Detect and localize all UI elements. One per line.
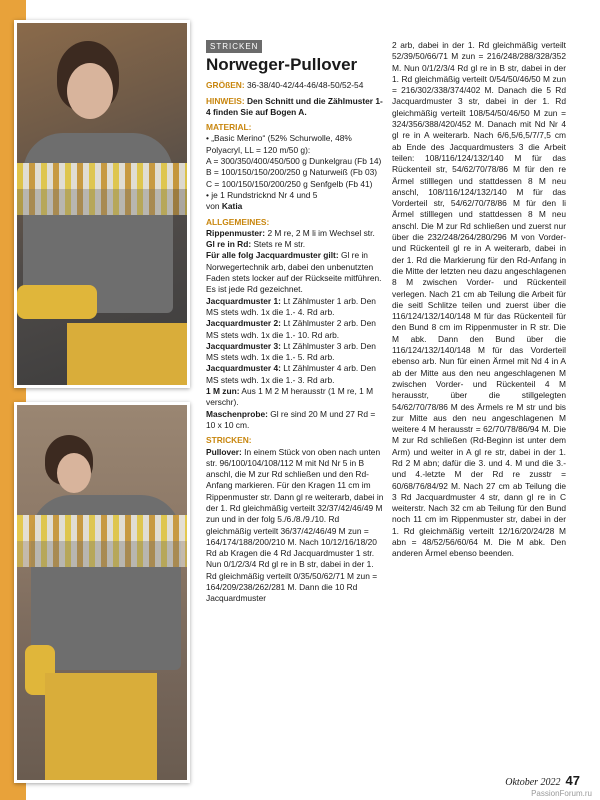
sizes-label: GRÖßEN: bbox=[206, 80, 245, 91]
page-number: 47 bbox=[565, 773, 580, 788]
material-yarn: • „Basic Merino“ (52% Schurwolle, 48% Polyacryl, LL = 120 m/50 g): bbox=[206, 133, 352, 155]
zun-text: Aus 1 M 2 M herausstr (1 M re, 1 M verschr). bbox=[206, 386, 374, 408]
instructions-continued: 2 arb, dabei in der 1. Rd gleichmäßig verteilt 52/39/50/66/71 M zun = 216/248/288/328/352 M. Nun 0/1/2/3/4 Rd gl re in B str, dabei in der 1. Rd gleichmäßig verteilt 0/54/50/46/50 M zun = 216/302/338/374/402 M. Danach die 5 Rd Jacquardmuster 3 str, dabei in der 1. Rd gleichmäßig verteilt 108/54/50/46/50 M zun = 324/356/388/420/452 M. Danach mit Nd Nr 4 gl re in A weiterarb. Nach 6/6,5/6,5/7/7,5 cm ab Ende des Jacquardmusters 3 die Arbeit teilen: 108/116/124/132/140 M für das Rückenteil str, 54/62/70/78/86 M für den re Ärmel stilllegen und stattdessen 8 M neu anschl, 108/116/124/132/140 M für das Vorderteil str, 54/62/70/78/86 M für den li Ärmel stilllegen und stattdessen 8 M neu anschl. Die M zur Rd schließen und zuerst nur über die 232/248/264/280/296 M von Vorder- und Rückenteil gl re in A weiterarb, dabei in der 1. Rd die Markierung für den Rd-Anfang in die Mitte der letzten neu dazu angeschlagenen 8 M zwischen Vorder- und Rückenteil verlegen. Nach 21 cm ab Teilung die Arbeit für die seitl Schlitze teilen und zuerst über die 116/124/132/140/148 M für das Rückenteil für den Bund 8 cm im Rippenmuster in R str. Die M abk. Dann den Bund über die 116/124/132/140/148 M für das Vorderteil ebenso arb. Nun für einen Ärmel mit Nd 4 in A ab der Mitte aus den neu angeschlagenen M zwischen Vorder- und Rückenteil 4 M herausstr, über die stillgelegten 54/62/70/78/86 M des Ärmels re M str und bis zur Mitte aus den neu angeschlagenen M weitere 4 M herausstr = 62/70/78/86/94 M. Die M zur Rd schließen (Rd-Beginn ist unter dem Arm) und weiter in A gl re str, dabei in der 1. Rd 2 M abn; dafür die 3. und 4. M und die 3.- und 4.-letzte M der Rd re zusstr = 60/68/76/84/92 M. Nach 27 cm ab Teilung die 3 Rd Jacquardmuster 4 str, dann gl re in C weiterstr. Nach 32 cm ab Teilung für den Bund noch 11 cm im Rippenmuster str, dabei in der 1. Rd gleichmäßig verteilt 12/16/20/24/28 M abn = 48/52/56/60/64 M. Die M abk. Den anderen Ärmel ebenso beenden. bbox=[392, 40, 566, 559]
jacquard2-label: Jacquardmuster 2: bbox=[206, 318, 281, 329]
fair-isle-yoke bbox=[17, 515, 187, 541]
stricken-heading: STRICKEN: bbox=[206, 435, 252, 446]
section-tag: STRICKEN bbox=[206, 40, 262, 53]
issue-date: Oktober 2022 bbox=[505, 777, 561, 788]
mustard-cuff bbox=[17, 285, 97, 319]
probe-text: Gl re sind 20 M und 27 Rd = 10 x 10 cm. bbox=[206, 408, 376, 430]
material-brand: Katia bbox=[221, 201, 243, 212]
glre-line bbox=[206, 239, 386, 250]
probe-label: Maschenprobe: bbox=[206, 408, 268, 419]
folge-label: Für alle folg Jacquardmuster gilt: bbox=[206, 250, 339, 261]
face-shape bbox=[67, 63, 113, 119]
face-shape bbox=[57, 453, 91, 493]
mustard-trousers bbox=[45, 673, 157, 780]
zun-line bbox=[206, 386, 386, 409]
jacquard3-label: Jacquardmuster 3: bbox=[206, 340, 281, 351]
sweater-photo-front bbox=[14, 20, 190, 388]
jacquard3-text: Lt Zählmuster 3 arb. Den MS stets wdh. 1x die 1.- 5. Rd arb. bbox=[206, 340, 376, 363]
material-heading: MATERIAL: bbox=[206, 122, 252, 133]
jacquard4-text: Lt Zählmuster 4 arb. Den MS stets wdh. 1x die 1.- 3. Rd arb. bbox=[206, 363, 376, 385]
text-column-right bbox=[392, 40, 566, 560]
jacquard2-line bbox=[206, 318, 386, 341]
text-column-left bbox=[206, 40, 386, 605]
folge-line bbox=[206, 250, 386, 295]
jacquard3-line bbox=[206, 341, 386, 364]
fair-isle-yoke-lower bbox=[17, 189, 187, 215]
watermark: PassionForum.ru bbox=[531, 789, 592, 798]
folge-text: Gl re in Norwegertechnik arb, dabei den unbenutzten Faden stets locker auf der Rückseite mitführen. Es ist jede Rd gezeichnet. bbox=[206, 250, 382, 295]
rippen-label: Rippenmuster: bbox=[206, 227, 266, 238]
pullover-text: In einem Stück von oben nach unten str. 96/100/104/108/112 M mit Nd Nr 5 in B anschl, die M zur Rd schließen und den Rd-Anfang markieren. Für den Kragen 11 cm im Rippenmuster str. Dann gl re weiterarb, dabei in der 1. Rd gleichmäßig verteilt 32/37/42/46/49 M zun und in der folg 5./6./8./9./10. Rd gleichmäßig verteilt 36/37/42/46/49 M zun = 164/174/188/200/210 M. Nach 10/12/16/18/20 Rd ab Kragen die 4 Rd Jacquardmuster 1 str. Nun 0/1/2/3/4 Rd gl re in B str, dabei in der 1. Rd gleichmäßig verteilt 0/35/50/62/71 M zun = 164/209/238/262/281 M. Dann die 10 Rd Jacquardmuster bbox=[206, 446, 384, 604]
sizes-text: 36-38/40-42/44-46/48-50/52-54 bbox=[246, 80, 364, 91]
probe-line bbox=[206, 409, 386, 432]
zun-label: 1 M zun: bbox=[206, 386, 240, 397]
jacquard4-label: Jacquardmuster 4: bbox=[206, 363, 281, 374]
material-brand-line bbox=[206, 201, 386, 212]
fair-isle-yoke bbox=[17, 163, 187, 189]
rippen-text: 2 M re, 2 M li im Wechsel str. bbox=[267, 227, 375, 238]
material-color-a: A = 300/350/400/450/500 g Dunkelgrau (Fb 14) bbox=[206, 156, 382, 167]
material-needles: • je 1 Rundstricknd Nr 4 und 5 bbox=[206, 189, 318, 200]
mustard-trousers bbox=[67, 323, 187, 385]
material-color-c: C = 100/150/150/200/250 g Senfgelb (Fb 41) bbox=[206, 178, 373, 189]
jacquard1-line bbox=[206, 296, 386, 319]
jacquard1-label: Jacquardmuster 1: bbox=[206, 295, 281, 306]
rippen-line bbox=[206, 228, 386, 239]
glre-text: Stets re M str. bbox=[253, 239, 306, 250]
hinweis-label: HINWEIS: bbox=[206, 95, 245, 106]
sizes-paragraph bbox=[206, 80, 386, 91]
material-von: von bbox=[206, 201, 220, 212]
page-footer bbox=[505, 773, 580, 788]
page-title: Norweger-Pullover bbox=[206, 55, 358, 75]
sweater-photo-back bbox=[14, 402, 190, 783]
pullover-label: Pullover: bbox=[206, 446, 242, 457]
fair-isle-yoke-lower bbox=[17, 541, 187, 567]
glre-label: Gl re in Rd: bbox=[206, 239, 252, 250]
allgemeines-heading: ALLGEMEINES: bbox=[206, 216, 270, 227]
jacquard4-line bbox=[206, 363, 386, 386]
jacquard2-text: Lt Zählmuster 2 arb. Den MS stets wdh. 1x die 1.- 10. Rd arb. bbox=[206, 318, 376, 340]
pullover-paragraph bbox=[206, 447, 386, 605]
jacquard1-text: Lt Zählmuster 1 arb. Den MS stets wdh. 1x die 1.- 4. Rd arb. bbox=[206, 295, 376, 317]
material-color-b: B = 100/150/150/200/250 g Naturweiß (Fb 03) bbox=[206, 167, 378, 178]
hinweis-text: Den Schnitt und die Zählmuster 1-4 finden Sie auf Bogen A. bbox=[206, 95, 383, 117]
hinweis-paragraph bbox=[206, 96, 386, 119]
